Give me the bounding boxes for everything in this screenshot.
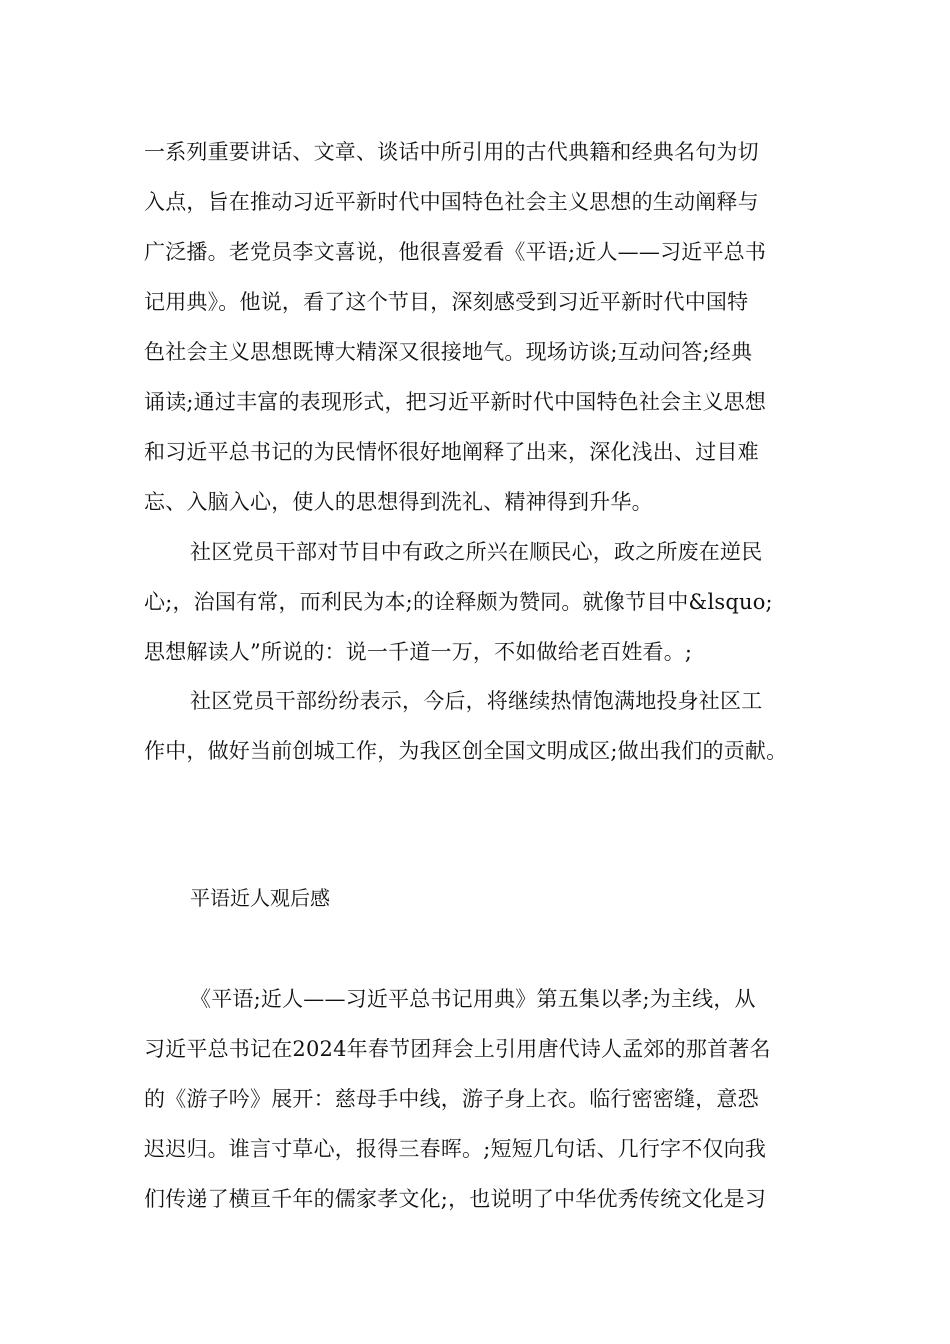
text-line: 一系列重要讲话、文章、谈话中所引用的古代典籍和经典名句为切 (144, 140, 759, 164)
text-line: 入点，旨在推动习近平新时代中国特色社会主义思想的生动阐释与 (144, 190, 759, 214)
text-line: 思想解读人”所说的：说一千道一万，不如做给老百姓看。; (144, 640, 693, 664)
text-line: 社区党员干部纷纷表示，今后，将继续热情饱满地投身社区工 (190, 689, 763, 713)
text-line: 色社会主义思想既博大精深又很接地气。现场访谈;互动问答;经典 (144, 340, 753, 364)
text-line: 心;，治国有常，而利民为本;的诠释颇为赞同。就像节目中&lsquo; (144, 590, 773, 614)
text-line: 诵读;通过丰富的表现形式，把习近平新时代中国特色社会主义思想 (144, 390, 767, 414)
text-line: 作中，做好当前创城工作，为我区创全国文明成区;做出我们的贡献。 (144, 739, 788, 763)
text-line: 社区党员干部对节目中有政之所兴在顺民心，政之所废在逆民 (190, 540, 763, 564)
text-line: 记用典》。他说，看了这个节目，深刻感受到习近平新时代中国特 (144, 290, 749, 314)
text-line: 们传递了横亘千年的儒家孝文化;，也说明了中华优秀传统文化是习 (144, 1187, 767, 1211)
text-line: 和习近平总书记的为民情怀很好地阐释了出来，深化浅出、过目难 (144, 440, 759, 464)
section-heading: 平语近人观后感 (190, 886, 330, 910)
text-line: 广泛播。老党员李文喜说，他很喜爱看《平语;近人——习近平总书 (144, 240, 767, 264)
text-line: 《平语;近人——习近平总书记用典》第五集以孝;为主线，从 (190, 987, 756, 1011)
text-line: 忘、入脑入心，使人的思想得到洗礼、精神得到升华。 (144, 490, 653, 514)
text-line: 习近平总书记在2024年春节团拜会上引用唐代诗人孟郊的那首著名 (144, 1037, 771, 1061)
text-line: 的《游子吟》展开：慈母手中线，游子身上衣。临行密密缝，意恐 (144, 1087, 759, 1111)
text-line: 迟迟归。谁言寸草心，报得三春晖。;短短几句话、几行字不仅向我 (144, 1137, 767, 1161)
